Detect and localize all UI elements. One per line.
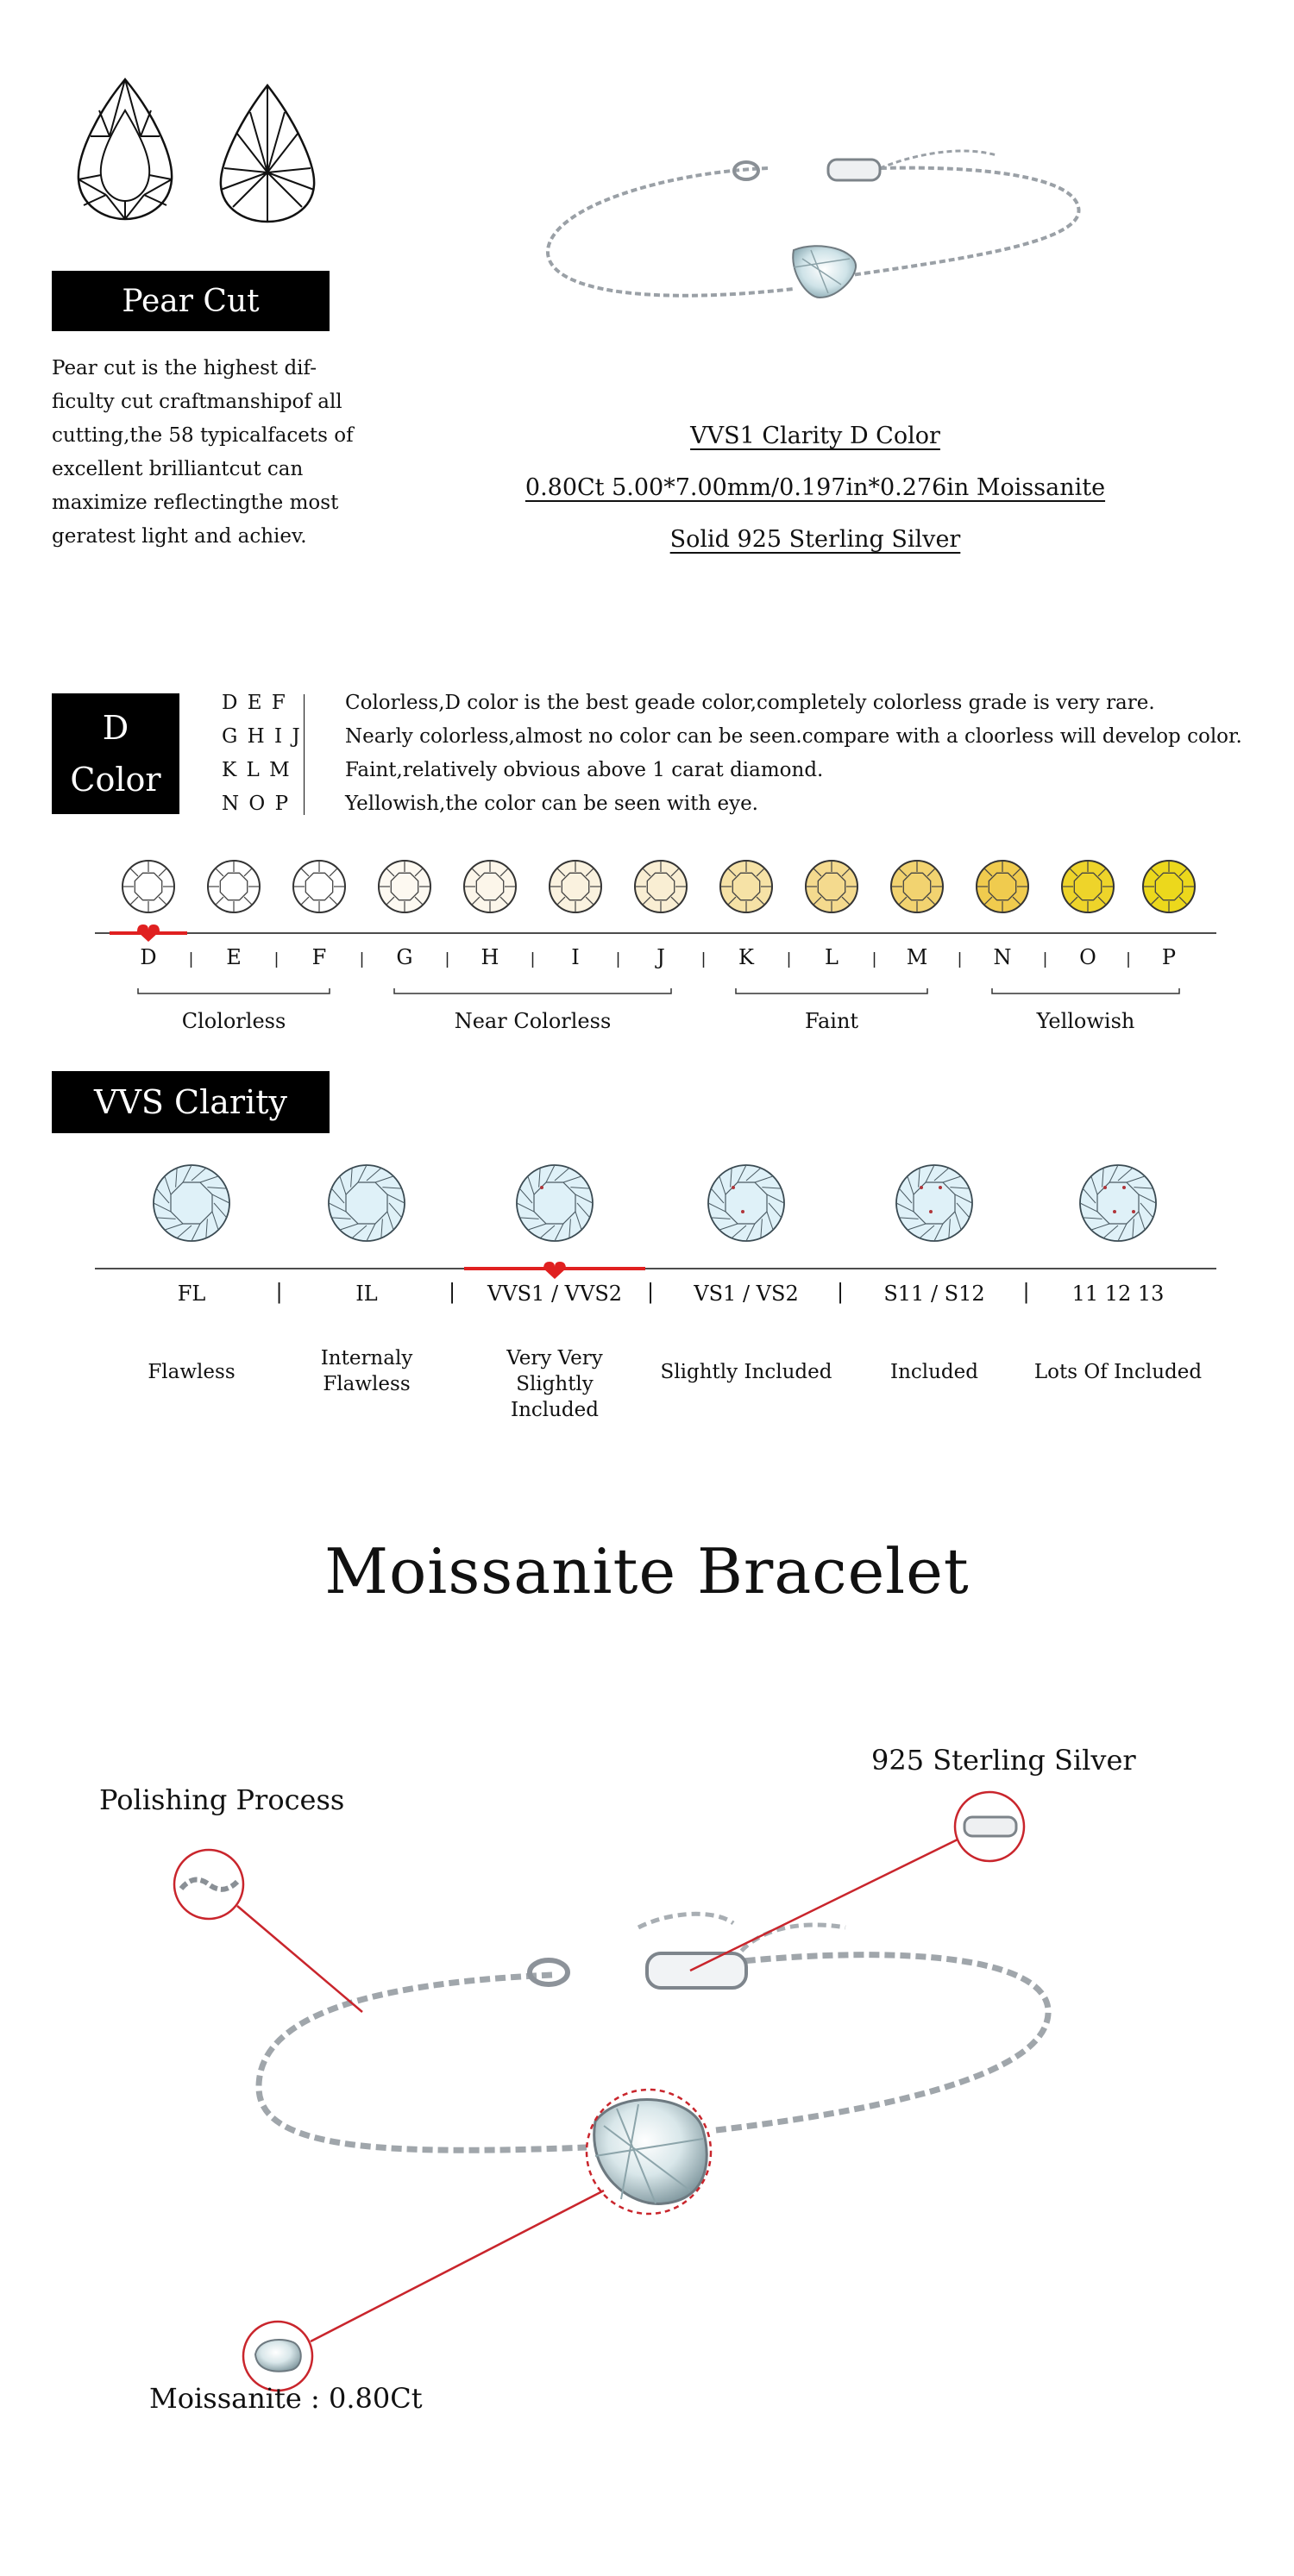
pear-cut-description: Pear cut is the highest dif- ficulty cut craftmanshipof all cutting,the 58 typicalfacets of excellent brilliantcut can maximize reflectingthe most geratest light and achiev. — [52, 357, 354, 548]
clarity-grade-separator: | — [1022, 1280, 1030, 1304]
clarity-grade: VVS1 / VVS2 — [487, 1282, 623, 1306]
clarity-description: Very Very Slightly Included — [506, 1347, 603, 1421]
color-group-label: Yellowish — [1036, 1009, 1135, 1033]
clarity-grade-separator: | — [275, 1280, 283, 1304]
color-gem-k — [720, 861, 772, 912]
callout-moissanite: Moissanite : 0.80Ct — [149, 2382, 423, 2415]
color-gem-n — [977, 861, 1028, 912]
color-selected-marker — [137, 924, 160, 942]
color-group-bracket — [736, 988, 927, 993]
legend-grades: N O P — [222, 793, 291, 815]
clarity-grade: S11 / S12 — [883, 1282, 985, 1306]
bracelet-image-main — [0, 1725, 1294, 2475]
color-gem-i — [550, 861, 601, 912]
color-legend-row — [222, 725, 1242, 748]
color-gem-f — [293, 861, 345, 912]
color-grade-j: J — [656, 945, 665, 969]
color-grade-g: G — [396, 945, 413, 969]
clarity-description: Internaly Flawless — [320, 1347, 413, 1395]
legend-text: Nearly colorless,almost no color can be seen.compare with a cloorless will develop color. — [345, 725, 1242, 748]
clarity-grade-separator: | — [448, 1280, 456, 1304]
color-gem-o — [1062, 861, 1114, 912]
clarity-grade: 11 12 13 — [1071, 1282, 1165, 1306]
pear-cut-diagram-side-view — [216, 82, 319, 224]
color-grade-e: E — [226, 945, 242, 969]
clarity-grade-separator: | — [646, 1280, 655, 1304]
color-group-label: Clolorless — [181, 1009, 286, 1033]
color-legend-row — [222, 759, 823, 781]
clarity-gem — [708, 1165, 784, 1241]
color-gem-j — [635, 861, 687, 912]
spec-material: Solid 925 Sterling Silver — [669, 526, 961, 553]
clarity-gem — [1080, 1165, 1156, 1241]
clarity-grade-separator: | — [836, 1280, 845, 1304]
legend-grades: G H I J — [222, 725, 302, 748]
clarity-gem — [517, 1165, 593, 1241]
color-label — [52, 693, 179, 814]
color-gem-h — [464, 861, 516, 912]
color-scale-graphic — [0, 845, 1294, 1018]
clarity-description: Flawless — [148, 1361, 236, 1383]
color-gem-g — [379, 861, 430, 912]
clarity-gem — [896, 1165, 972, 1241]
pear-cut-title — [52, 271, 330, 331]
color-gem-p — [1143, 861, 1195, 912]
legend-grades: D E F — [222, 692, 287, 714]
legend-text: Colorless,D color is the best geade color,completely colorless grade is very rare. — [345, 692, 1155, 714]
color-grade-k: K — [738, 945, 754, 969]
color-group-label: Near Colorless — [454, 1009, 612, 1033]
color-grade-l: L — [825, 945, 839, 969]
clarity-selected-marker — [543, 1262, 566, 1279]
color-group-label: Faint — [804, 1009, 859, 1033]
legend-text: Faint,relatively obvious above 1 carat diamond. — [345, 759, 824, 781]
pear-cut-title-text: Pear Cut — [122, 283, 260, 319]
clarity-title — [52, 1071, 330, 1133]
color-legend-row — [222, 692, 1155, 714]
clarity-scale-graphic — [0, 1156, 1294, 1294]
clarity-grade: IL — [355, 1282, 378, 1306]
legend-text: Yellowish,the color can be seen with eye. — [345, 793, 758, 815]
color-gem-l — [806, 861, 857, 912]
color-label-line2: Color — [70, 761, 161, 799]
color-grade-n: N — [993, 945, 1012, 969]
spec-size: 0.80Ct 5.00*7.00mm/0.197in*0.276in Moissanite — [525, 474, 1106, 501]
clarity-description: Slightly Included — [660, 1361, 832, 1383]
color-gem-m — [891, 861, 943, 912]
clarity-grade: FL — [177, 1282, 206, 1306]
clarity-title-text: VVS Clarity — [94, 1083, 287, 1121]
clarity-description: Included — [889, 1361, 978, 1383]
clarity-grade: VS1 / VS2 — [694, 1282, 799, 1306]
callout-polishing-process: Polishing Process — [99, 1783, 345, 1816]
color-grade-f: F — [311, 945, 327, 969]
color-grade-p: P — [1161, 945, 1177, 969]
color-grade-o: O — [1079, 945, 1096, 969]
clarity-gem — [329, 1165, 405, 1241]
color-grade-h: H — [481, 945, 499, 969]
pear-cut-diagram-top-view — [73, 76, 177, 223]
color-gem-d — [122, 861, 174, 912]
clarity-gem — [154, 1165, 229, 1241]
clarity-description: Lots Of Included — [1033, 1361, 1203, 1383]
product-title: Moissanite Bracelet — [324, 1535, 970, 1608]
legend-grades: K L M — [222, 759, 292, 781]
bracelet-image-top — [535, 129, 1096, 336]
color-group-bracket — [138, 988, 330, 993]
color-gem-e — [208, 861, 260, 912]
color-legend-row — [222, 793, 758, 815]
color-group-bracket — [394, 988, 671, 993]
color-grade-i: I — [571, 945, 580, 969]
color-label-line1: D — [102, 709, 129, 747]
callout-sterling-silver: 925 Sterling Silver — [871, 1744, 1136, 1777]
color-grade-m: M — [906, 945, 928, 969]
color-group-bracket — [992, 988, 1179, 993]
color-grade-d: D — [140, 945, 157, 969]
spec-clarity-color: VVS1 Clarity D Color — [690, 423, 940, 449]
